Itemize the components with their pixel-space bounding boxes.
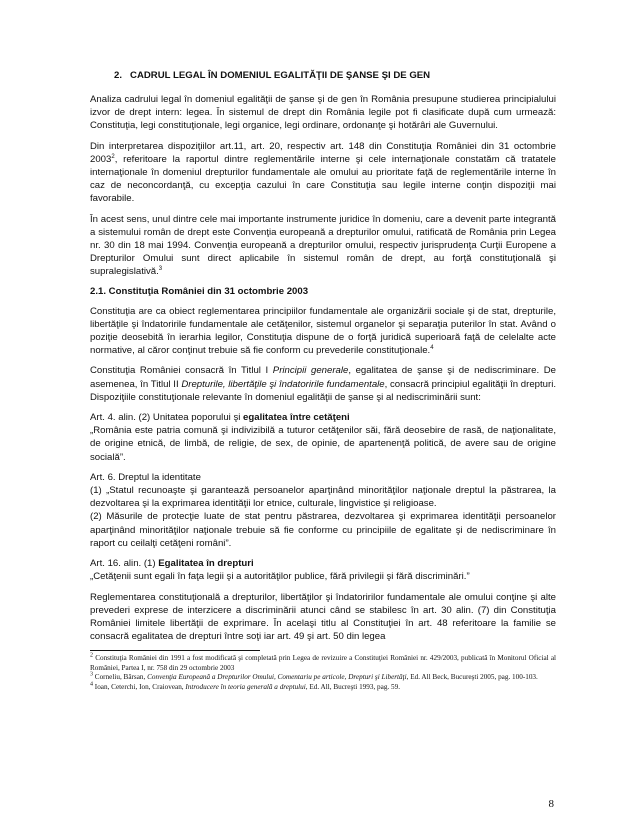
- paragraph-convention: În acest sens, unul dintre cele mai importante instrumente juridice în domeniu, care a devenit parte integrantă a sistemului român de drept este Convenţia europeană a drepturilor omului, ratificată de România prin Legea nr. 30 din 18 mai 1994. Convenţia europeană a drepturilor omului, respectiv jurisprudenţa Curţii Europene a Drepturilor Omului sunt direct aplicabile în sistemul român de drept, au forţă constituţională şi supralegislativă.$^3$: [90, 213, 556, 278]
- paragraph-intro: Analiza cadrului legal în domeniul egalităţii de şanse şi de gen în România presupune studierea principialului izvor de drept intern: legea. În sistemul de drept din România legile pot fi clasificate după cum urmează: Constituţia, legi constituţionale, legi organice, legi ordinare, ordonanţe şi hotărâri ale Guvernului.: [90, 94, 556, 132]
- footnote-ref-2[interactable]: 2: [111, 153, 115, 160]
- section-heading: 2.1. Constituţia României din 31 octombrie 2003: [90, 285, 309, 297]
- footnote-2: $^2$ Constituţia României din 1991 a fost modificată şi completată prin Legea de revizuire a Constituţiei României nr. 429/2003, publicată în Monitorul Oficial al României, Partea I, nr. 758 din 29 octombrie 2003: [90, 652, 557, 672]
- article-4-quote: „România este patria comună şi indivizibilă a tuturor cetăţenilor săi, fără deosebire de rasă, de naţionalitate, de origine etnică, de limbă, de religie, de sex, de opinie, de apartenenţă politică, de avere sau de origine socială”.: [90, 425, 556, 463]
- document-page: [90, 70, 556, 692]
- paragraph-regulation: Reglementarea constituţională a drepturilor, libertăţilor şi îndatoririlor fundamentale ale omului conţine şi alte prevederi exprese de interzicere a discriminării atunci când se stabilesc în art. 30 alin. (7) din Constituţia României limitele libertăţii de exprimare. În acelaşi titlu al Constituţiei în art. 48 referitoare la familie se consacră egalitatea de drepturi între soţi iar art. 49 şi art. 50 din legea: [90, 591, 556, 643]
- paragraph-constitution-object: Constituţia are ca obiect reglementarea principiilor fundamentale ale organizării sociale şi de stat, drepturile, libertăţile şi îndatoririle fundamentale ale cetăţenilor, sistemul organelor şi separaţia puterilor în stat. Având o poziţie deosebită în ierarhia legilor, Constituţia dispune de o forţă juridică superioară faţă de celelalte acte normative, al căror conţinut trebuie să fie conform cu prevederile constituţionale.$^4$: [90, 305, 556, 357]
- footnote-3: $^3$ Corneliu, Bârsan, Convenţia Europeană a Drepturilor Omului, Comentariu pe articole, Drepturi şi Libertăţi, Ed. All Beck, Bucureşti 2005, pag. 100-103.: [90, 671, 538, 682]
- chapter-heading: [114, 70, 556, 81]
- article-6-para-2: (2) Măsurile de protecţie luate de stat pentru păstrarea, dezvoltarea şi exprimarea identităţii persoanelor aparţinând minorităţilor naţionale trebuie să fie conforme cu principiile de egalitate şi de nediscriminare în raport cu ceilalţi cetăţeni români”.: [90, 511, 556, 549]
- article-6-para-1: (1) „Statul recunoaşte şi garantează persoanelor aparţinând minorităţilor naţionale dreptul la păstrarea, la dezvoltarea şi la exprimarea identităţii lor etnice, culturale, lingvistice şi religioase.: [90, 485, 556, 510]
- article-16-title: Art. 16. alin. (1) Egalitatea în drepturi: [90, 558, 254, 570]
- footnote-4: $^4$ Ioan, Ceterchi, Ion, Craiovean, Introducere în teoria generală a dreptului, Ed. All, Bucreşti 1993, pag. 59.: [90, 681, 401, 691]
- footnote-separator: [90, 650, 260, 651]
- footnote-ref-4[interactable]: 4: [430, 345, 434, 352]
- paragraph-interpretation: Din interpretarea dispoziţiilor art.11, art. 20, respectiv art. 148 din Constituţia României din 31 octombrie 2003$^2$, referitoare la raportul dintre reglementările interne şi cele internaţionale constatăm că tratatele internaţionale în domeniul drepturilor fundamentale ale omului au prioritate faţă de reglementările interne în caz de neconcordanţă, cu excepţia cazului în care Constituţia sau legile interne conţin dispoziţii mai favorabile.: [90, 140, 556, 205]
- chapter-number: 2.: [114, 70, 123, 81]
- article-4-title: Art. 4. alin. (2) Unitatea poporului şi egalitatea între cetăţeni: [90, 412, 350, 424]
- article-6-title: Art. 6. Dreptul la identitate: [90, 471, 201, 483]
- footnote-ref-3[interactable]: 3: [158, 266, 163, 273]
- chapter-title: CADRUL LEGAL ÎN DOMENIUL EGALITĂŢII DE ŞANSE ŞI DE GEN: [130, 70, 431, 81]
- article-16-quote: „Cetăţenii sunt egali în faţa legii şi a autorităţilor publice, fără privilegii şi fără discriminări.”: [90, 571, 470, 583]
- paragraph-titles: Constituţia României consacră în Titlul I Principii generale, egalitatea de şanse şi de nediscriminare. De asemenea, în Titlul II Drepturile, libertăţile şi îndatoririle fundamentale, consacră principiul egalităţii în drepturi. Dispoziţiile constituţionale relevante în domeniul egalităţii de şanse şi al nediscriminării sunt:: [90, 365, 556, 403]
- page-number: 8: [548, 798, 554, 810]
